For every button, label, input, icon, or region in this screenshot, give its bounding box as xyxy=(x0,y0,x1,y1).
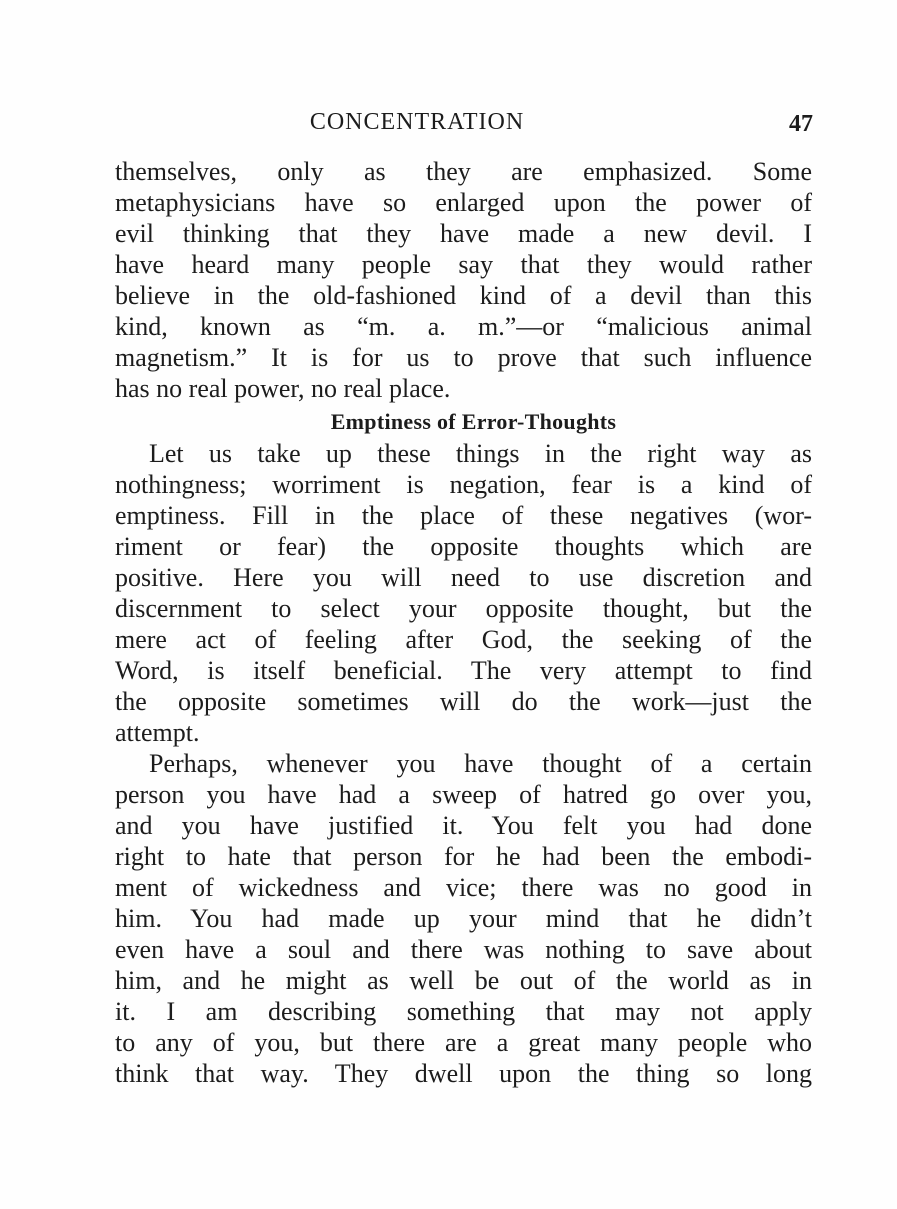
text-line: evil thinking that they have made a new devil. I xyxy=(115,219,812,248)
running-head xyxy=(115,104,815,140)
text-line: believe in the old-fashioned kind of a devil than this xyxy=(115,281,812,310)
text-line: Perhaps, whenever you have thought of a certain xyxy=(149,749,812,778)
text-line: have heard many people say that they would rather xyxy=(115,250,812,279)
text-line: Word, is itself beneficial. The very attempt to find xyxy=(115,656,812,685)
text-line: positive. Here you will need to use discretion and xyxy=(115,563,812,592)
paragraph-3 xyxy=(115,748,812,1089)
paragraph-1 xyxy=(115,156,812,404)
text-line: themselves, only as they are emphasized. Some xyxy=(115,157,812,186)
paragraph-2 xyxy=(115,438,812,748)
text-line: the opposite sometimes will do the work—just the xyxy=(115,687,812,716)
text-line: metaphysicians have so enlarged upon the power of xyxy=(115,188,812,217)
text-line: has no real power, no real place. xyxy=(115,374,451,403)
text-line: to any of you, but there are a great many people who xyxy=(115,1028,812,1057)
text-line: him. You had made up your mind that he didn’t xyxy=(115,904,812,933)
text-line: right to hate that person for he had been the embodi- xyxy=(115,842,812,871)
text-line: attempt. xyxy=(115,718,200,747)
section-subheading: Emptiness of Error-Thoughts xyxy=(330,409,617,434)
text-line: Let us take up these things in the right way as xyxy=(149,439,812,468)
text-line: mere act of feeling after God, the seeking of the xyxy=(115,625,812,654)
text-line: kind, known as “m. a. m.”—or “malicious animal xyxy=(115,312,812,341)
text-line: nothingness; worriment is negation, fear is a kind of xyxy=(115,470,812,499)
text-line: and you have justified it. You felt you had done xyxy=(115,811,812,840)
text-line: ment of wickedness and vice; there was no good in xyxy=(115,873,812,902)
text-line: think that way. They dwell upon the thing so long xyxy=(115,1059,812,1088)
text-line: magnetism.” It is for us to prove that such influence xyxy=(115,343,812,372)
text-line: him, and he might as well be out of the world as in xyxy=(115,966,812,995)
text-line: riment or fear) the opposite thoughts which are xyxy=(115,532,812,561)
text-line: it. I am describing something that may not apply xyxy=(115,997,812,1026)
text-line: person you have had a sweep of hatred go over you, xyxy=(115,780,812,809)
text-line: even have a soul and there was nothing to save about xyxy=(115,935,812,964)
page-number: 47 xyxy=(789,111,813,137)
text-line: discernment to select your opposite thought, but the xyxy=(115,594,812,623)
body-text xyxy=(115,156,812,1089)
running-title: CONCENTRATION xyxy=(309,109,525,135)
text-line: emptiness. Fill in the place of these negatives (wor- xyxy=(115,501,812,530)
